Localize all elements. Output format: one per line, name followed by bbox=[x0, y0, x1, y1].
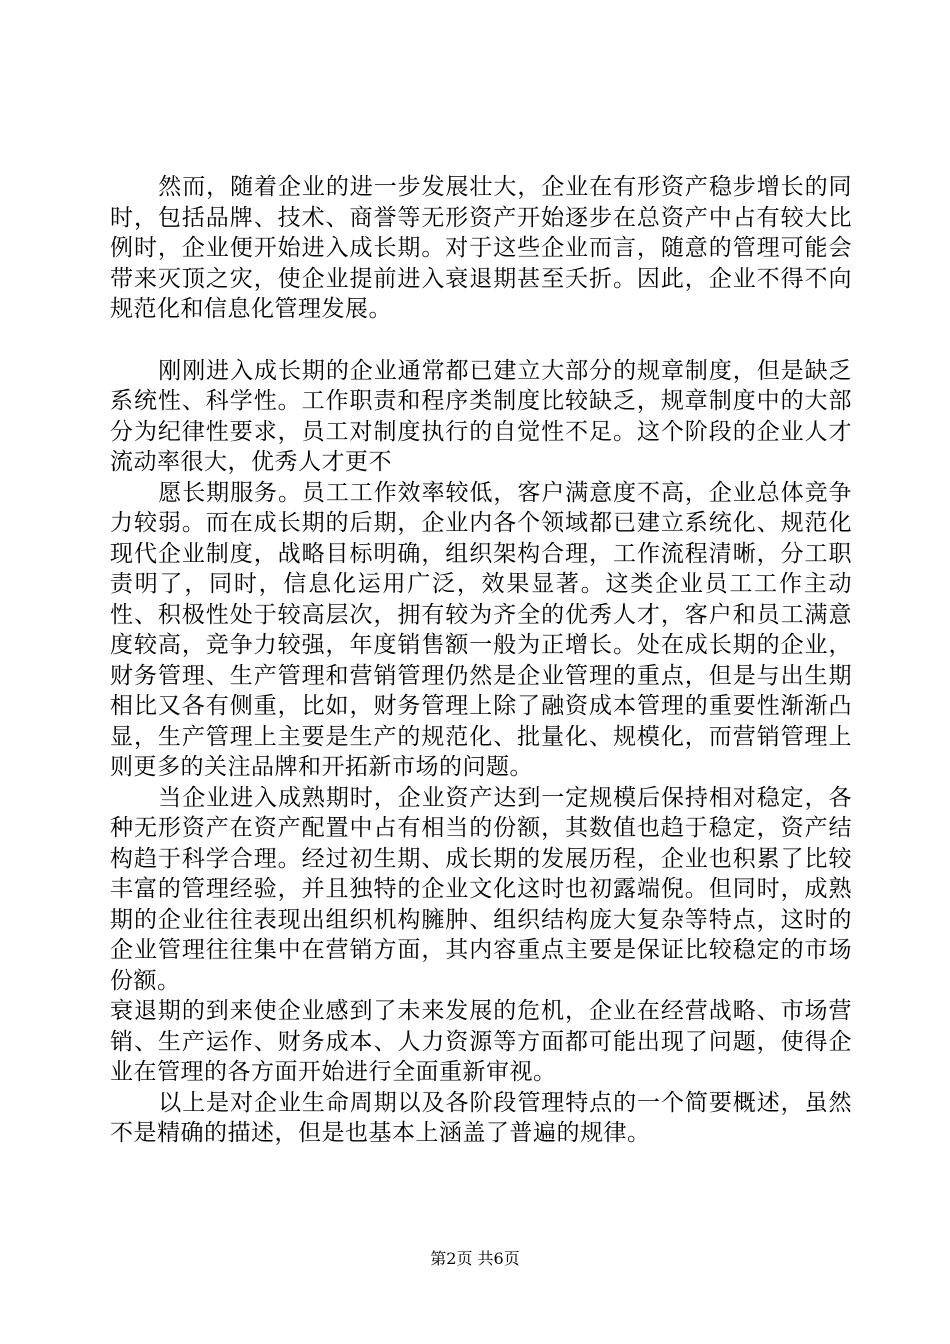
paragraph-gap bbox=[110, 325, 852, 356]
paragraph-6: 以上是对企业生命周期以及各阶段管理特点的一个简要概述，虽然不是精确的描述，但是也基本上涵盖了普遍的规律。 bbox=[110, 1089, 852, 1146]
paragraph-4: 当企业进入成熟期时，企业资产达到一定规模后保持相对稳定，各种无形资产在资产配置中占有相当的份额，其数值也趋于稳定，资产结构趋于科学合理。经过初生期、成长期的发展历程，企业也积累了比较丰富的管理经验，并且独特的企业文化这时也初露端倪。但同时，成熟期的企业往往表现出组织机构臃肿、组织结构庞大复杂等特点，这时的企业管理往往集中在营销方面，其内容重点主要是保证比较稳定的市场份额。 bbox=[110, 784, 852, 994]
paragraph-1: 然而，随着企业的进一步发展壮大，企业在有形资产稳步增长的同时，包括品牌、技术、商誉等无形资产开始逐步在总资产中占有较大比例时，企业便开始进入成长期。对于这些企业而言，随意的管理可能会带来灭顶之灾，使企业提前进入衰退期甚至夭折。因此，企业不得不向规范化和信息化管理发展。 bbox=[110, 174, 852, 322]
body-text bbox=[110, 172, 852, 1149]
page-footer: 第2页 共6页 bbox=[430, 1249, 520, 1268]
paragraph-5: 衰退期的到来使企业感到了未来发展的危机，企业在经营战略、市场营销、生产运作、财务成本、人力资源等方面都可能出现了问题，使得企业在管理的各方面开始进行全面重新审视。 bbox=[110, 998, 852, 1085]
paragraph-3: 愿长期服务。员工工作效率较低，客户满意度不高，企业总体竞争力较弱。而在成长期的后期，企业内各个领域都已建立系统化、规范化现代企业制度，战略目标明确，组织架构合理，工作流程清晰，分工职责明了，同时，信息化运用广泛，效果显著。这类企业员工工作主动性、积极性处于较高层次，拥有较为齐全的优秀人才，客户和员工满意度较高，竞争力较强，年度销售额一般为正增长。处在成长期的企业，财务管理、生产管理和营销管理仍然是企业管理的重点，但是与出生期相比又各有侧重，比如，财务管理上除了融资成本管理的重要性渐渐凸显，生产管理上主要是生产的规范化、批量化、规模化，而营销管理上则更多的关注品牌和开拓新市场的问题。 bbox=[110, 479, 852, 780]
paragraph-2: 刚刚进入成长期的企业通常都已建立大部分的规章制度，但是缺乏系统性、科学性。工作职责和程序类制度比较缺乏，规章制度中的大部分为纪律性要求，员工对制度执行的自觉性不足。这个阶段的企业人才流动率很大，优秀人才更不 bbox=[110, 357, 852, 475]
